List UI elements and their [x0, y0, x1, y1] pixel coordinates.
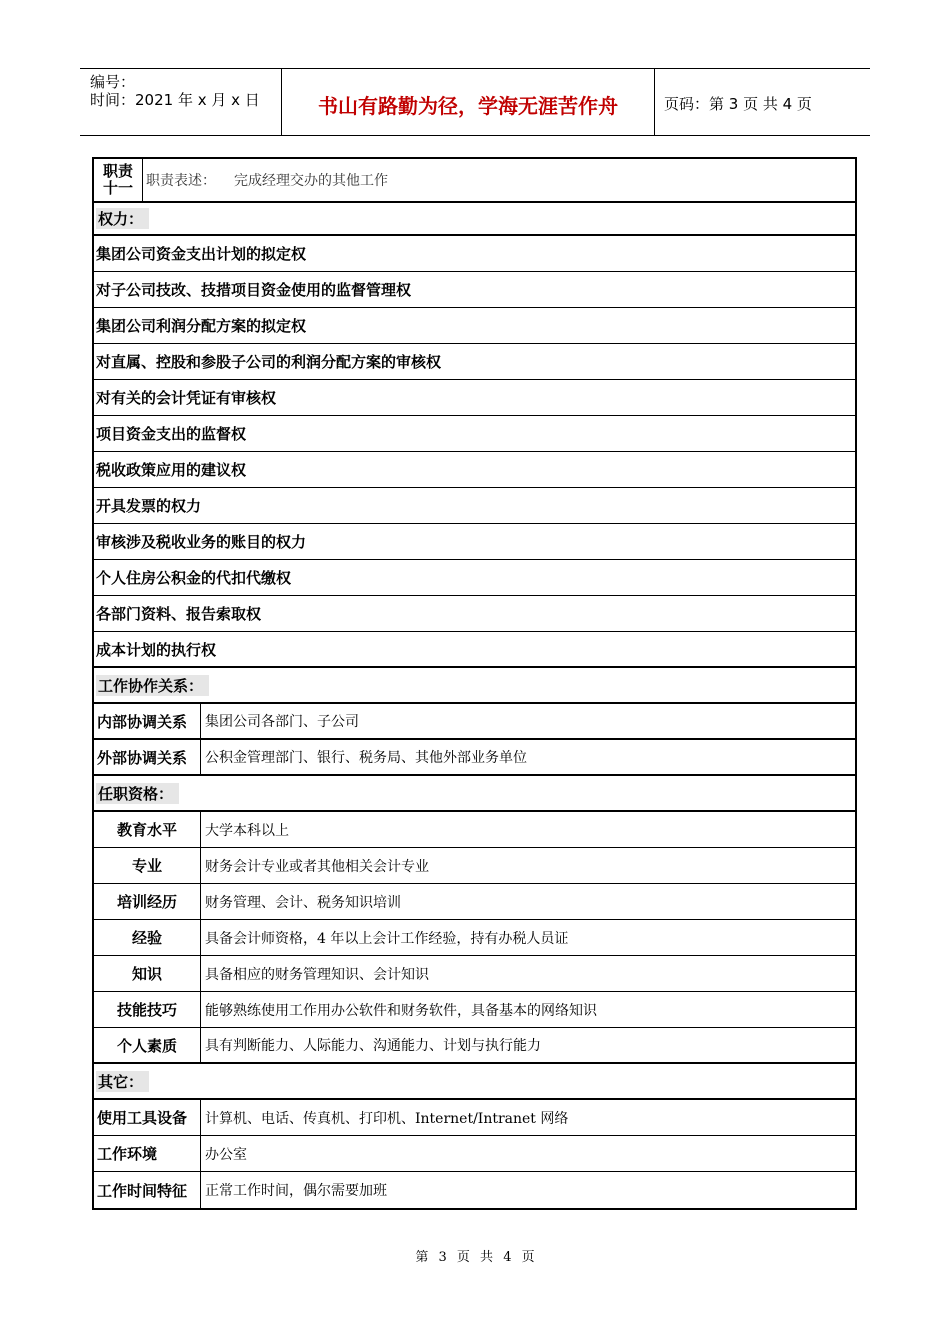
qualification-divider: [200, 956, 201, 991]
power-item-text: 审核涉及税收业务的账目的权力: [96, 533, 307, 551]
qualification-label: 教育水平: [116, 821, 177, 839]
power-item: [94, 560, 855, 596]
cooperation-title: 工作协作关系：: [96, 675, 209, 696]
qualification-label: 个人素质: [116, 1036, 177, 1055]
power-item: [94, 236, 855, 272]
power-item: [94, 452, 855, 488]
qualification-value: 能够熟练使用工作用办公软件和财务软件，具备基本的网络知识: [205, 1002, 597, 1019]
power-item-text: 集团公司利润分配方案的拟定权: [96, 317, 307, 335]
powers-section-header: [94, 203, 855, 236]
job-description-table: [92, 157, 857, 1210]
power-item: [94, 272, 855, 308]
qualification-label: 技能技巧: [116, 1001, 177, 1019]
cooperation-row: [94, 704, 855, 740]
qualifications-section-header: [94, 776, 855, 812]
cooperation-value: 公积金管理部门、银行、税务局、其他外部业务单位: [205, 750, 527, 766]
qualification-value: 具备相应的财务管理知识、会计知识: [205, 966, 429, 983]
powers-title-cell: [96, 203, 149, 234]
power-item: [94, 524, 855, 560]
qualification-value: 具备会计师资格，4 年以上会计工作经验，持有办税人员证: [205, 930, 569, 947]
duty-description-text: 完成经理交办的其他工作: [234, 173, 388, 189]
qualification-value: 具有判断能力、人际能力、沟通能力、计划与执行能力: [205, 1038, 541, 1054]
other-label: 使用工具设备: [97, 1109, 188, 1127]
qualification-row: [94, 848, 855, 884]
power-item-text: 各部门资料、报告索取权: [96, 605, 262, 623]
other-row: [94, 1136, 855, 1172]
power-item: [94, 380, 855, 416]
cooperation-divider: [200, 740, 201, 774]
cooperation-label: 外部协调关系: [97, 748, 188, 767]
power-item-text: 开具发票的权力: [96, 497, 202, 515]
other-value: 办公室: [205, 1146, 247, 1163]
qualification-row: [94, 992, 855, 1028]
qualifications-title-cell: [96, 776, 179, 810]
power-item: [94, 632, 855, 668]
qualification-divider: [200, 1028, 201, 1062]
qualification-divider: [200, 848, 201, 883]
qualification-divider: [200, 884, 201, 919]
cooperation-title-cell: [96, 668, 209, 702]
qualification-label: 知识: [131, 965, 162, 983]
cooperation-section-header: [94, 668, 855, 704]
duty-label: [94, 159, 142, 201]
duty-description: [146, 159, 388, 201]
qualification-label: 专业: [131, 857, 162, 875]
qualification-row: [94, 812, 855, 848]
power-item-text: 个人住房公积金的代扣代缴权: [96, 569, 292, 587]
power-item-text: 对直属、控股和参股子公司的利润分配方案的审核权: [96, 353, 442, 371]
duty-row: [94, 159, 855, 203]
header-divider-right: [654, 68, 655, 136]
power-item: [94, 416, 855, 452]
qualification-row: [94, 884, 855, 920]
power-item: [94, 596, 855, 632]
other-row: [94, 1100, 855, 1136]
other-value: 计算机、电话、传真机、打印机、Internet/Intranet 网络: [205, 1110, 569, 1127]
other-value: 正常工作时间，偶尔需要加班: [205, 1183, 387, 1199]
qualification-row: [94, 956, 855, 992]
qualification-label: 培训经历: [116, 893, 177, 911]
qualification-divider: [200, 992, 201, 1027]
qualification-row: [94, 1028, 855, 1064]
powers-title: 权力：: [96, 208, 149, 229]
qualifications-title: 任职资格：: [96, 783, 179, 804]
duty-description-label: 职责表述：: [146, 173, 216, 189]
power-item: [94, 488, 855, 524]
other-row: [94, 1172, 855, 1208]
qualification-divider: [200, 812, 201, 847]
power-item: [94, 308, 855, 344]
other-divider: [200, 1136, 201, 1171]
cooperation-row: [94, 740, 855, 776]
power-item: [94, 344, 855, 380]
other-section-header: [94, 1064, 855, 1100]
duty-divider: [142, 159, 143, 201]
duty-label-line1: 职责: [102, 162, 133, 180]
qualification-value: 财务会计专业或者其他相关会计专业: [205, 858, 429, 875]
power-item-text: 成本计划的执行权: [96, 640, 217, 659]
cooperation-divider: [200, 704, 201, 738]
qualification-row: [94, 920, 855, 956]
document-number-label: 编号：: [90, 73, 136, 91]
other-label: 工作时间特征: [97, 1181, 188, 1200]
page-footer: 第 3 页 共 4 页: [415, 1250, 535, 1265]
document-date: 时间：2021 年 x 月 x 日: [90, 91, 260, 109]
header-motto: 书山有路勤为径，学海无涯苦作舟: [318, 94, 618, 118]
cooperation-label: 内部协调关系: [97, 712, 188, 731]
qualification-divider: [200, 920, 201, 955]
header-top-border: [80, 68, 870, 69]
power-item-text: 项目资金支出的监督权: [96, 425, 247, 443]
other-divider: [200, 1100, 201, 1135]
cooperation-value: 集团公司各部门、子公司: [205, 714, 359, 730]
qualification-value: 财务管理、会计、税务知识培训: [205, 894, 401, 911]
other-title: 其它：: [96, 1071, 149, 1092]
power-item-text: 对子公司技改、技措项目资金使用的监督管理权: [96, 281, 412, 299]
duty-label-line2: 十一: [102, 179, 133, 197]
power-item-text: 集团公司资金支出计划的拟定权: [96, 245, 307, 263]
other-divider: [200, 1172, 201, 1208]
qualification-value: 大学本科以上: [205, 822, 289, 839]
power-item-text: 对有关的会计凭证有审核权: [96, 389, 277, 407]
header-bottom-border: [80, 135, 870, 136]
header-page-info: 页码：第 3 页 共 4 页: [664, 95, 812, 113]
power-item-text: 税收政策应用的建议权: [96, 461, 247, 479]
qualification-label: 经验: [131, 929, 162, 947]
other-label: 工作环境: [97, 1145, 158, 1163]
other-title-cell: [96, 1064, 149, 1098]
